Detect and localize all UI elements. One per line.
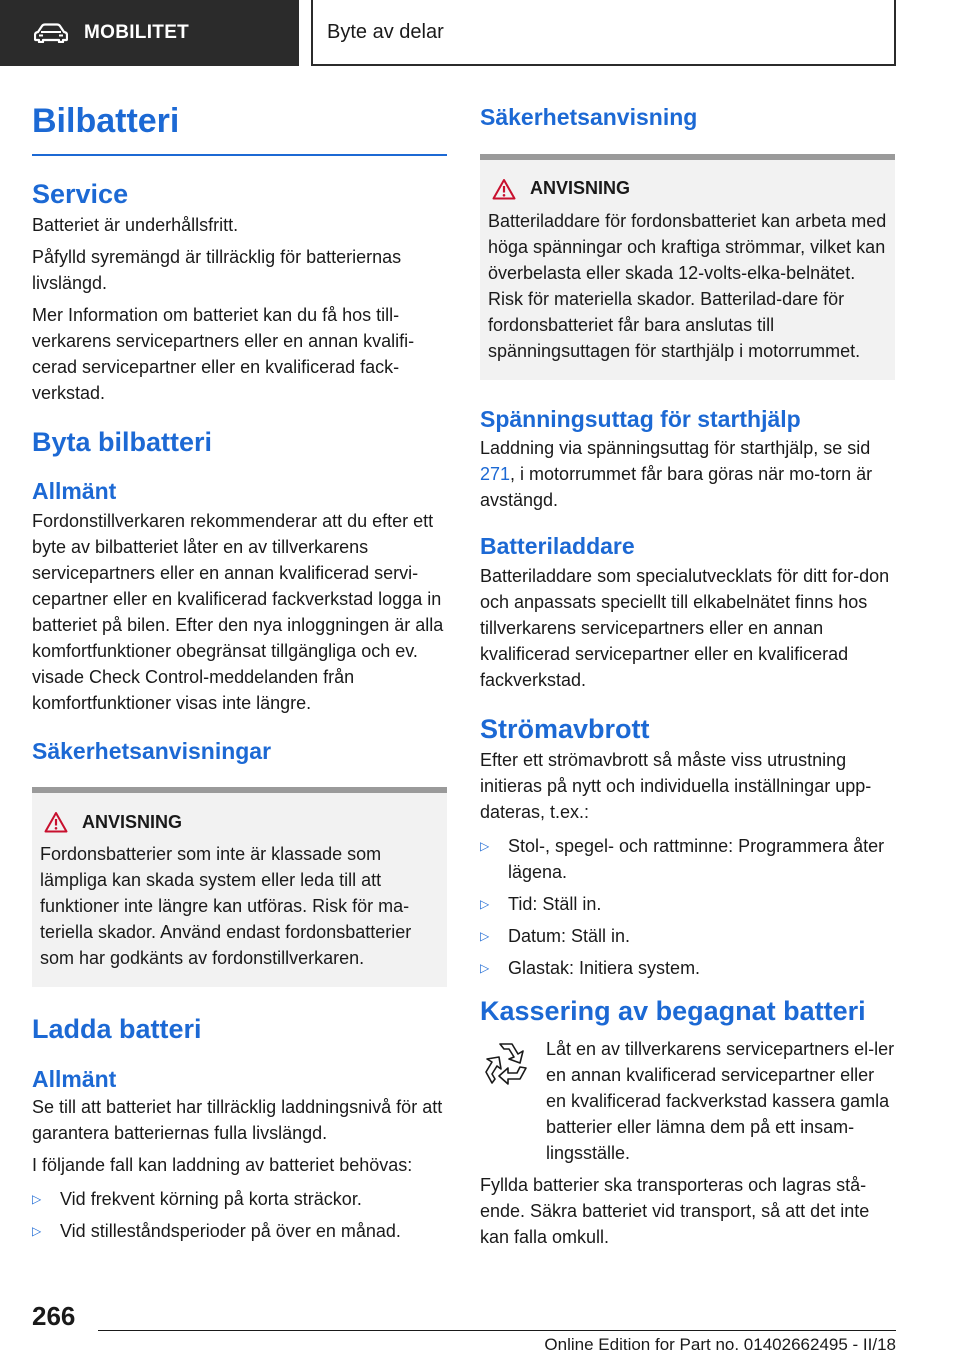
- notice-header: [40, 811, 439, 833]
- section-label: MOBILITET: [84, 22, 190, 43]
- avbrott-heading: Strömavbrott: [480, 713, 650, 744]
- ladda-text-2: I följande fall kan laddning av batteriet behövas:: [32, 1155, 413, 1176]
- bullet-triangle-icon: ▷: [480, 897, 490, 912]
- ladda-subheading: Allmänt: [32, 1065, 117, 1092]
- avbrott-list: [480, 833, 895, 981]
- ladda-heading: Ladda batteri: [32, 1014, 202, 1045]
- laddare-heading: Batteriladdare: [480, 533, 635, 560]
- spanning-heading: Spänningsuttag för starthjälp: [480, 405, 801, 432]
- avbrott-text: Efter ett strömavbrott så måste viss utrustning initieras på nytt och individuella inställningar upp-dateras, t.ex.:: [480, 750, 872, 823]
- bullet-triangle-icon: ▷: [32, 1224, 42, 1239]
- service-text-3: Mer Information om batteriet kan du få hos till-verkarens servicepartners eller en annan kvalifi-cerad servicepartner eller en kvalificerad fack-verkstad.: [32, 304, 415, 403]
- section-tab: [0, 0, 299, 66]
- page-header: [0, 0, 960, 66]
- page-link[interactable]: 271: [480, 464, 511, 485]
- service-heading: Service: [32, 179, 129, 210]
- footer-divider: [98, 1330, 896, 1331]
- notice-box-left: [32, 787, 447, 987]
- list-item: ▷ Tid: Ställ in.: [480, 891, 895, 917]
- kassering-block: [480, 1036, 895, 1166]
- notice-title: ANVISNING: [530, 178, 631, 199]
- bullet-triangle-icon: ▷: [480, 839, 490, 854]
- bullet-triangle-icon: ▷: [480, 961, 490, 976]
- page-footer: [0, 1295, 960, 1362]
- right-column: [480, 100, 895, 1250]
- byta-subheading: Allmänt: [32, 478, 117, 505]
- car-icon: [34, 23, 68, 43]
- list-item: ▷ Vid frekvent körning på korta sträckor.: [32, 1186, 447, 1212]
- safety-heading-left: Säkerhetsanvisningar: [32, 737, 272, 764]
- ladda-text-1: Se till att batteriet har tillräcklig laddningsnivå för att garantera batteriernas fulla livslängd.: [32, 1097, 443, 1144]
- warning-icon: [492, 178, 516, 200]
- byta-text: Fordonstillverkaren rekommenderar att du efter ett byte av bilbatteriet låter en av tillverkarens servicepartners eller en annan kvalificerad servi-cepartner eller en kvalificerad fackverkstad logga in batteriet på bilen. Efter den nya inloggningen är alla komfortfunktioner obegränsat tillgängliga och ev. visade Check Control-meddelanden från komfortfunktioner visas inte längre.: [32, 510, 444, 713]
- list-item: ▷ Glastak: Initiera system.: [480, 955, 895, 981]
- kassering-heading: Kassering av begagnat batteri: [480, 996, 866, 1027]
- safety-heading-right: Säkerhetsanvisning: [480, 104, 698, 130]
- laddare-text: Batteriladdare som specialutvecklats för ditt for-don och anpassats speciellt till elkabelnätet finns hos tillverkarens servicepartners eller en annan kvalificerad servicepartner eller en kvalificerad fackverkstad.: [480, 565, 890, 690]
- byta-heading: Byta bilbatteri: [32, 426, 213, 457]
- service-text-1: Batteriet är underhållsfritt.: [32, 214, 239, 235]
- list-item: ▷ Datum: Ställ in.: [480, 923, 895, 949]
- notice-box-right: [480, 154, 895, 380]
- notice-title: ANVISNING: [82, 811, 183, 832]
- recycle-icon: [480, 1038, 532, 1090]
- left-column: [32, 100, 447, 1250]
- service-text-2: Påfylld syremängd är tillräcklig för batteriernas livslängd.: [32, 246, 402, 293]
- spanning-text: Laddning via spänningsuttag för starthjälp, se sid 271, i motorrummet får bara göras när mo-torn är avstängd.: [480, 438, 873, 511]
- warning-icon: [44, 811, 68, 833]
- kassering-text-1: Låt en av tillverkarens servicepartners el-ler en annan kvalificerad servicepartner eller en kvalificerad fackverkstad kassera gamla batterier eller lämna dem på ett insam-lingsställe.: [546, 1038, 895, 1163]
- page-number: 266: [32, 1301, 76, 1331]
- list-item: ▷ Vid stilleståndsperioder på över en månad.: [32, 1218, 447, 1244]
- notice-text: Fordonsbatterier som inte är klassade som lämpliga kan skada system eller leda till att funktioner inte längre kan utföras. Risk för ma-teriella skador. Använd endast fordonsbatterier som har godkänts av fordonstillverkaren.: [40, 844, 412, 969]
- bullet-triangle-icon: ▷: [480, 929, 490, 944]
- kassering-text-2: Fyllda batterier ska transporteras och lagras stå-ende. Säkra batteriet vid transport, så att det inte kan falla omkull.: [480, 1174, 870, 1247]
- notice-text: Batteriladdare för fordonsbatteriet kan arbeta med höga spänningar och kraftiga strömmar, vilket kan överbelasta eller skada 12-volts-elka-belnätet. Risk för materiella skador. Batterilad-dare för fordonsbatteriet får bara anslutas till spänningsuttagen för starthjälp i motorrummet.: [488, 210, 887, 361]
- page-title: Bilbatteri: [32, 103, 447, 156]
- notice-header: [488, 178, 887, 200]
- ladda-list: [32, 1186, 447, 1244]
- bullet-triangle-icon: ▷: [32, 1192, 42, 1207]
- chapter-title: Byte av delar: [311, 0, 896, 66]
- list-item: ▷ Stol-, spegel- och rattminne: Programmera åter lägena.: [480, 833, 895, 885]
- edition-text: Online Edition for Part no. 01402662495 - II/18: [544, 1335, 896, 1354]
